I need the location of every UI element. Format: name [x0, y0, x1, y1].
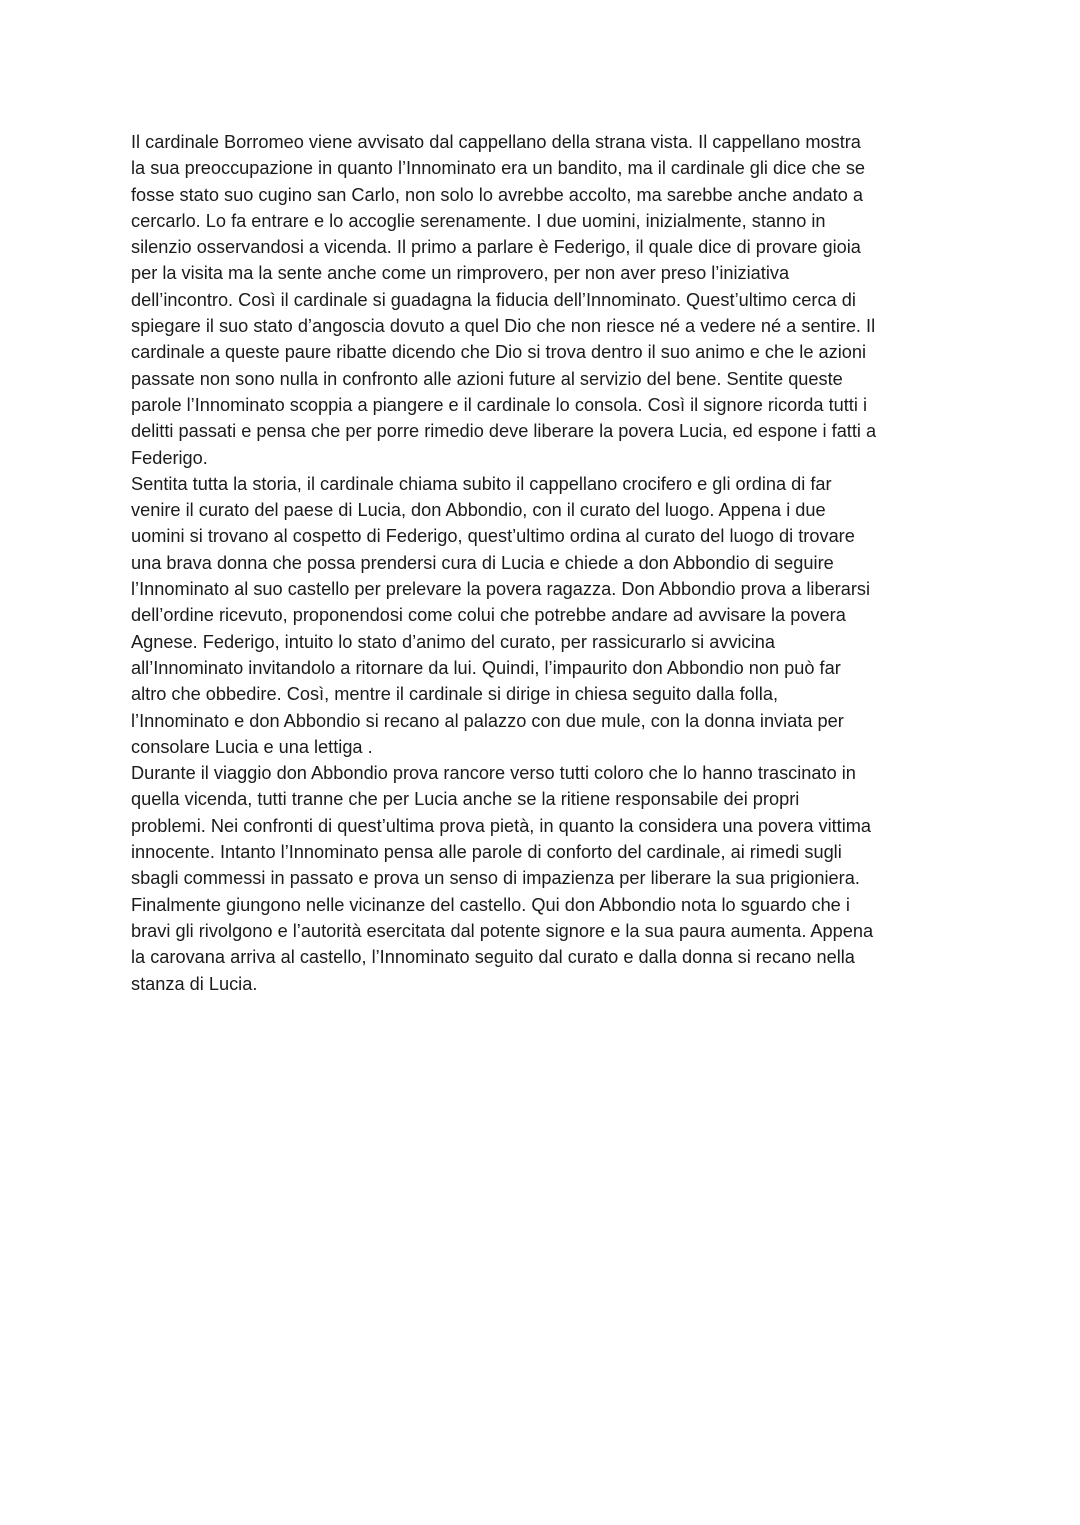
text-line: all’Innominato invitandolo a ritornare da lui. Quindi, l’impaurito don Abbondio non può far	[131, 657, 841, 678]
text-line: stanza di Lucia.	[131, 973, 258, 994]
text-line: una brava donna che possa prendersi cura di Lucia e chiede a don Abbondio di seguire	[131, 552, 834, 573]
paragraph-2	[131, 471, 951, 760]
text-line: Sentita tutta la storia, il cardinale chiama subito il cappellano crocifero e gli ordina di far	[131, 473, 832, 494]
text-line: parole l’Innominato scoppia a piangere e il cardinale lo consola. Così il signore ricorda tutti i	[131, 394, 867, 415]
text-line: Finalmente giungono nelle vicinanze del castello. Qui don Abbondio nota lo sguardo che i	[131, 894, 850, 915]
text-line: l’Innominato al suo castello per prelevare la povera ragazza. Don Abbondio prova a liberarsi	[131, 579, 871, 600]
text-line: sbagli commessi in passato e prova un senso di impazienza per liberare la sua prigioniera.	[131, 868, 860, 889]
text-line: passate non sono nulla in confronto alle azioni future al servizio del bene. Sentite queste	[131, 368, 843, 389]
text-line: consolare Lucia e una lettiga .	[131, 736, 373, 757]
text-line: per la visita ma la sente anche come un rimprovero, per non aver preso l’iniziativa	[131, 263, 790, 284]
text-line: dell’incontro. Così il cardinale si guadagna la fiducia dell’Innominato. Quest’ultimo cerca di	[131, 289, 856, 310]
document-body	[131, 129, 951, 997]
text-line: spiegare il suo stato d’angoscia dovuto a quel Dio che non riesce né a vedere né a sentire. Il	[131, 316, 876, 337]
text-line: cercarlo. Lo fa entrare e lo accoglie serenamente. I due uomini, inizialmente, stanno in	[131, 210, 826, 231]
text-line: la sua preoccupazione in quanto l’Innominato era un bandito, ma il cardinale gli dice che se	[131, 158, 866, 179]
text-line: bravi gli rivolgono e l’autorità esercitata dal potente signore e la sua paura aumenta. Appena	[131, 920, 874, 941]
text-line: Il cardinale Borromeo viene avvisato dal cappellano della strana vista. Il cappellano mostra	[131, 132, 861, 152]
paragraph-1	[131, 129, 951, 471]
text-line: dell’ordine ricevuto, proponendosi come colui che potrebbe andare ad avvisare la povera	[131, 605, 846, 626]
text-line: la carovana arriva al castello, l’Innominato seguito dal curato e dalla donna si recano nella	[131, 947, 855, 968]
text-line: fosse stato suo cugino san Carlo, non solo lo avrebbe accolto, ma sarebbe anche andato a	[131, 184, 864, 205]
text-line: problemi. Nei confronti di quest’ultima prova pietà, in quanto la considera una povera vittima	[131, 815, 872, 836]
text-line: silenzio osservandosi a vicenda. Il primo a parlare è Federigo, il quale dice di provare gioia	[131, 237, 861, 258]
text-line: l’Innominato e don Abbondio si recano al palazzo con due mule, con la donna inviata per	[131, 710, 844, 731]
text-line: uomini si trovano al cospetto di Federigo, quest’ultimo ordina al curato del luogo di trovare	[131, 526, 855, 547]
text-line: quella vicenda, tutti tranne che per Lucia anche se la ritiene responsabile dei propri	[131, 789, 800, 810]
text-line: Agnese. Federigo, intuito lo stato d’animo del curato, per rassicurarlo si avvicina	[131, 631, 775, 652]
text-line: Federigo.	[131, 447, 208, 468]
text-line: delitti passati e pensa che per porre rimedio deve liberare la povera Lucia, ed espone i fatti a	[131, 421, 877, 442]
text-line: cardinale a queste paure ribatte dicendo che Dio si trova dentro il suo animo e che le azioni	[131, 342, 867, 363]
text-line: altro che obbedire. Così, mentre il cardinale si dirige in chiesa seguito dalla folla,	[131, 684, 779, 705]
paragraph-3	[131, 760, 951, 997]
text-line: Durante il viaggio don Abbondio prova rancore verso tutti coloro che lo hanno trascinato in	[131, 763, 856, 784]
text-line: innocente. Intanto l’Innominato pensa alle parole di conforto del cardinale, ai rimedi sugli	[131, 842, 842, 863]
text-line: venire il curato del paese di Lucia, don Abbondio, con il curato del luogo. Appena i due	[131, 500, 826, 521]
